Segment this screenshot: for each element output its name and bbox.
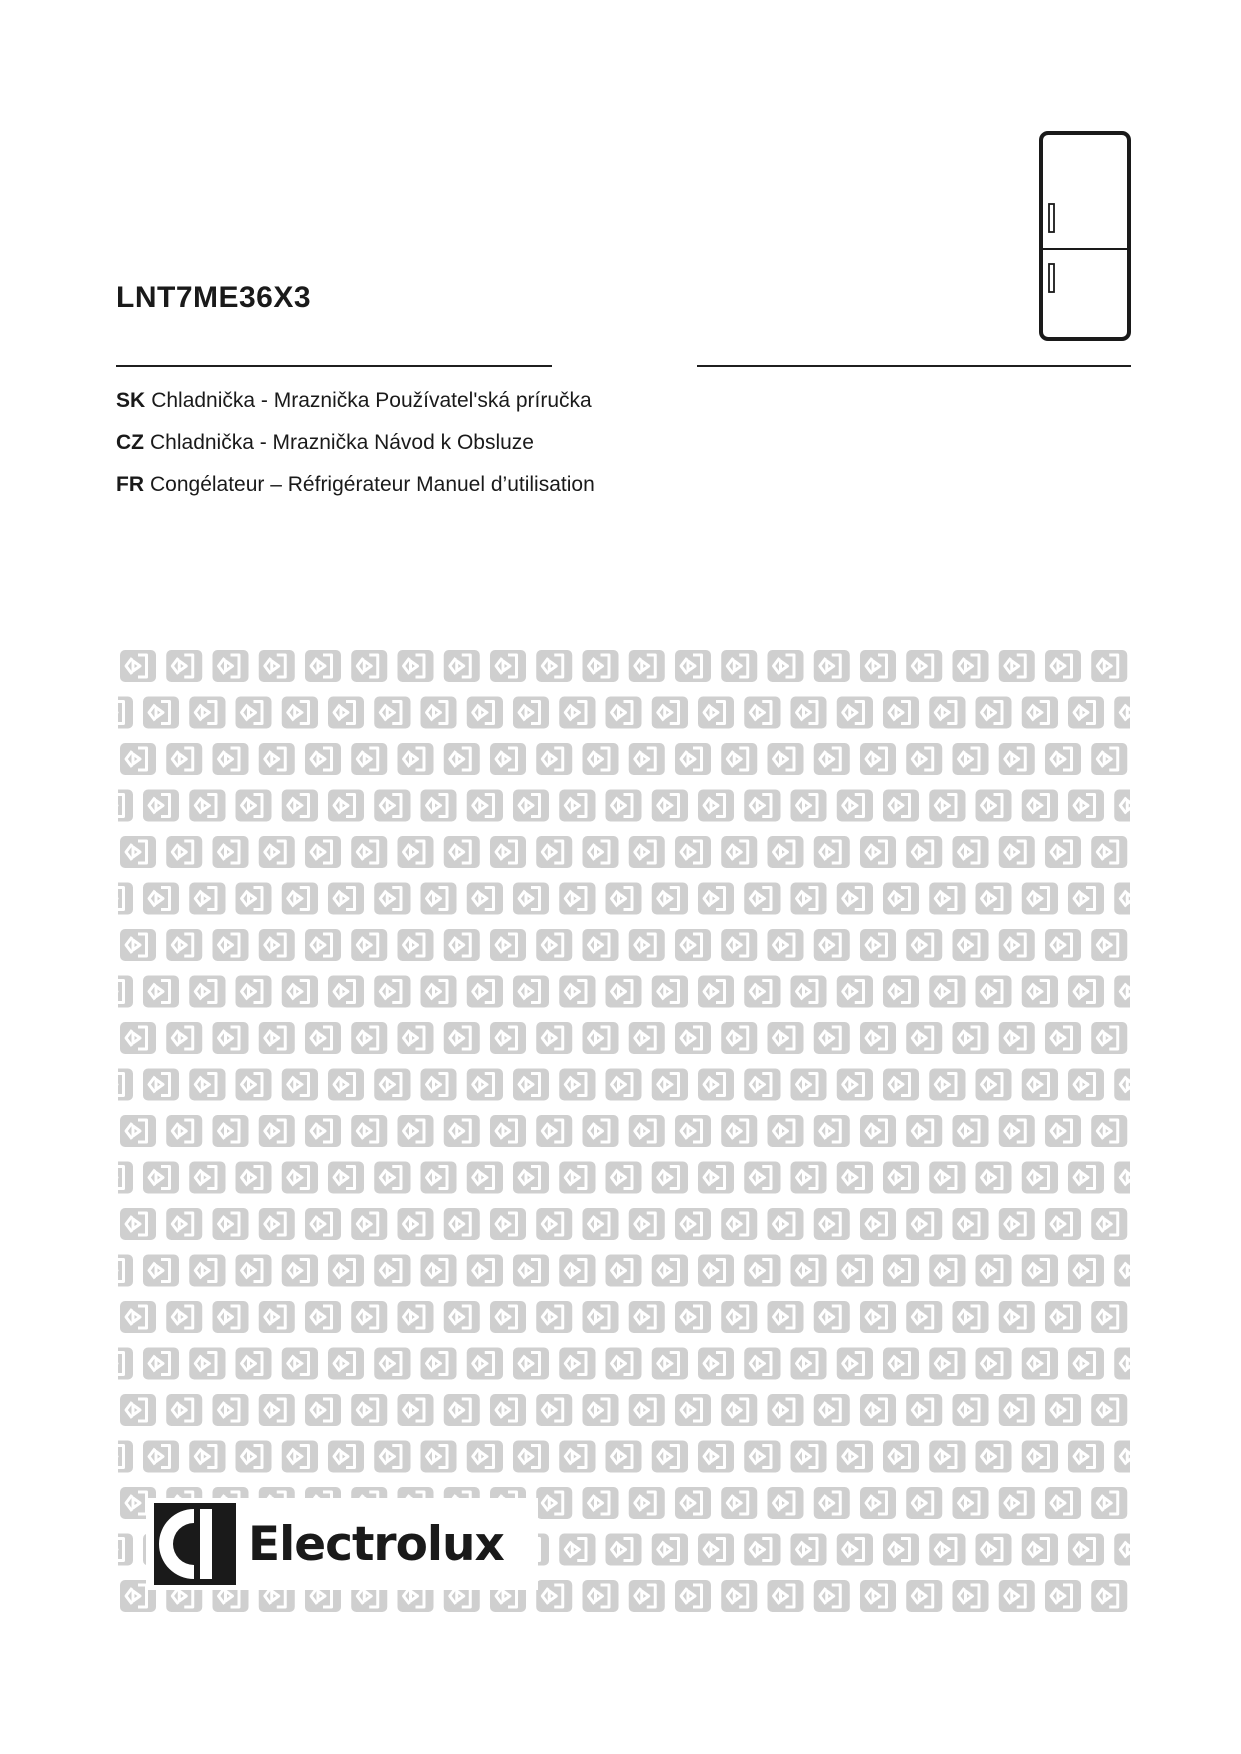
electrolux-logo-pattern (118, 648, 1130, 1625)
language-code: CZ (116, 431, 144, 454)
brand-wordmark: Electrolux (248, 1516, 504, 1572)
electrolux-logo-icon (154, 1503, 236, 1585)
brand-logo-band (146, 1498, 538, 1590)
logo-pattern-svg (118, 648, 1130, 1625)
fridge-freezer-icon (1038, 130, 1134, 344)
divider-left (116, 365, 552, 367)
divider-right (697, 365, 1131, 367)
language-list (116, 390, 595, 516)
language-title: Congélateur – Réfrigérateur Manuel d’utilisation (150, 473, 595, 496)
language-line-sk (116, 390, 595, 412)
language-title: Chladnička - Mraznička Používatel'ská príručka (151, 389, 592, 412)
language-title: Chladnička - Mraznička Návod k Obsluze (150, 431, 534, 454)
language-code: SK (116, 389, 146, 412)
language-line-fr (116, 474, 595, 496)
language-code: FR (116, 473, 144, 496)
language-line-cz (116, 432, 595, 454)
model-number: LNT7ME36X3 (116, 281, 312, 314)
